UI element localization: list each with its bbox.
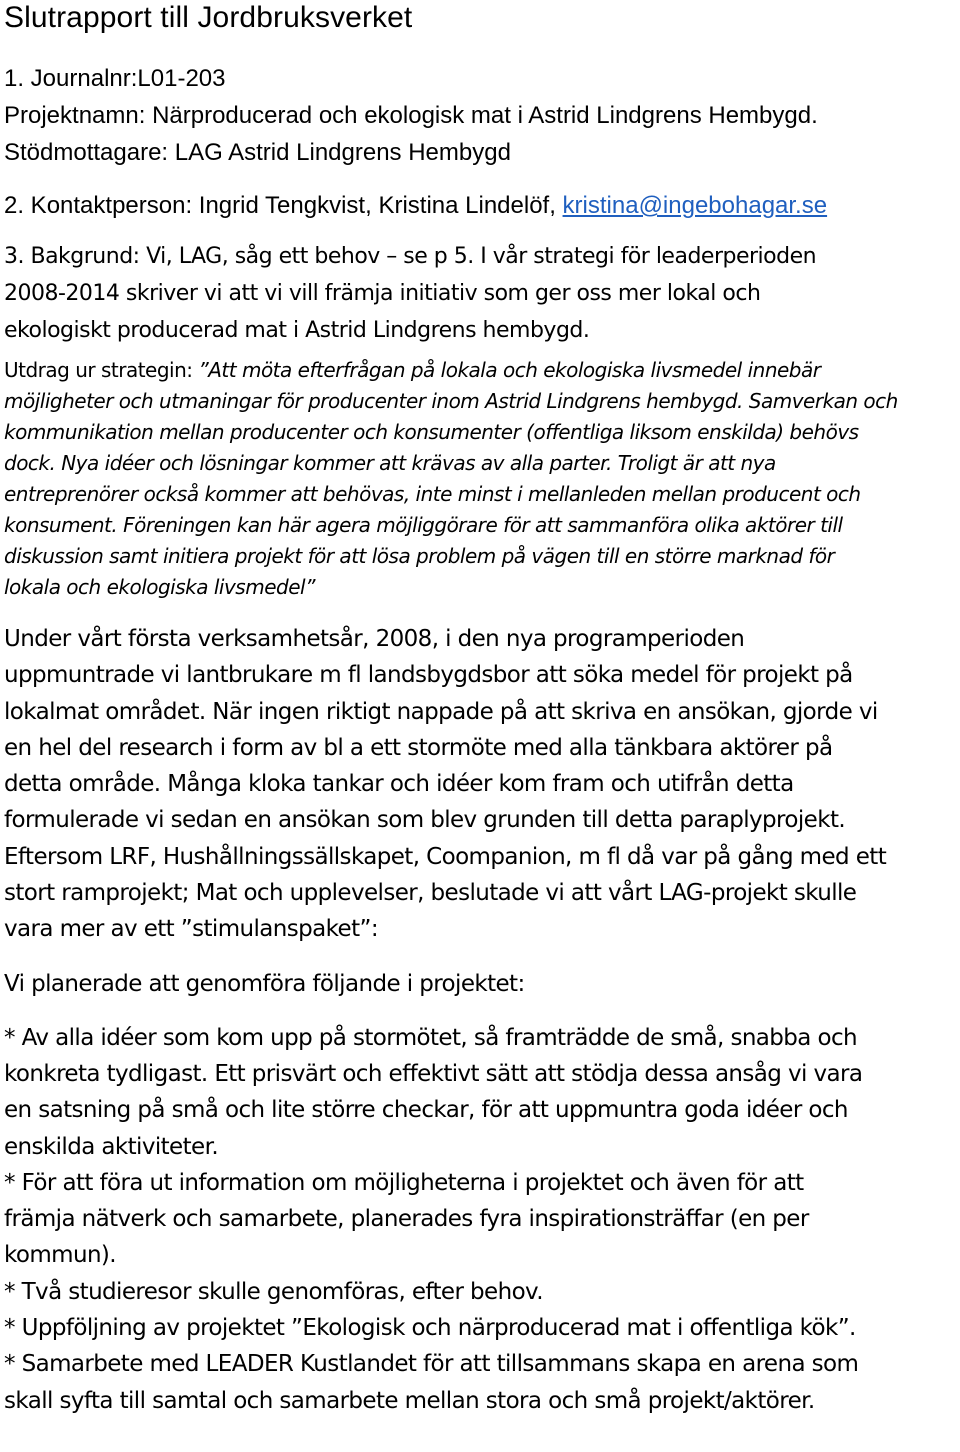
background-line: 3. Bakgrund: Vi, LAG, såg ett behov – se p 5. I vår strategi för leaderperioden	[4, 244, 817, 269]
strategy-quote-line: möjligheter och utmaningar för producenter inom Astrid Lindgrens hembygd. Samverkan och	[4, 389, 898, 413]
paragraph-line: detta område. Många kloka tankar och idéer kom fram och utifrån detta	[4, 771, 794, 798]
plan-line: * Två studieresor skulle genomföras, efter behov.	[4, 1278, 543, 1305]
contact-persons: 2. Kontaktperson: Ingrid Tengkvist, Kristina Lindelöf,	[4, 192, 563, 219]
plan-line: * Uppföljning av projektet ”Ekologisk och närproducerad mat i offentliga kök”.	[4, 1315, 856, 1342]
strategy-excerpt	[4, 355, 960, 603]
plan-line: kommun).	[4, 1242, 117, 1269]
paragraph-line: vara mer av ett ”stimulanspaket”:	[4, 916, 378, 943]
strategy-quote-line: diskussion samt initiera projekt för att lösa problem på vägen till en större marknad för	[4, 544, 835, 568]
strategy-quote-line: kommunikation mellan producenter och konsumenter (offentliga liksom enskilda) behövs	[4, 420, 859, 444]
strategy-quote-line: entreprenörer också kommer att behövas, inte minst i mellanleden mellan producent och	[4, 482, 861, 506]
document-page	[4, 0, 960, 1419]
plan-line: * För att föra ut information om möjligheterna i projektet och även för att	[4, 1169, 804, 1196]
plan-line: * Av alla idéer som kom upp på stormötet, så framträdde de små, snabba och	[4, 1024, 858, 1051]
contact-line	[4, 187, 960, 224]
first-year-paragraph	[4, 621, 960, 948]
paragraph-line: lokalmat området. När ingen riktigt nappade på att skriva en ansökan, gjorde vi	[4, 698, 878, 725]
plan-line: skall syfta till samtal och samarbete mellan stora och små projekt/aktörer.	[4, 1387, 815, 1414]
paragraph-line: Under vårt första verksamhetsår, 2008, i den nya programperioden	[4, 626, 745, 652]
plan-line: främja nätverk och samarbete, planerades fyra inspirationsträffar (en per	[4, 1206, 809, 1233]
strategy-intro: Utdrag ur strategin:	[4, 358, 199, 382]
section-2-contact	[4, 187, 960, 224]
paragraph-line: Eftersom LRF, Hushållningssällskapet, Coompanion, m fl då var på gång med ett	[4, 843, 887, 870]
strategy-line	[4, 355, 960, 386]
section-3-background	[4, 238, 960, 349]
plan-line: konkreta tydligast. Ett prisvärt och effektivt sätt att stödja dessa ansåg vi vara	[4, 1060, 863, 1087]
plan-line: en satsning på små och lite större checkar, för att uppmuntra goda idéer och	[4, 1097, 848, 1124]
paragraph-line: stort ramprojekt; Mat och upplevelser, beslutade vi att vårt LAG-projekt skulle	[4, 880, 857, 907]
strategy-quote-line: dock. Nya idéer och lösningar kommer att krävas av alla parter. Troligt är att nya	[4, 451, 776, 475]
strategy-quote-line: konsument. Föreningen kan här agera möjliggörare för att sammanföra olika aktörer till	[4, 513, 843, 537]
paragraph-line: en hel del research i form av bl a ett stormöte med alla tänkbara aktörer på	[4, 734, 833, 761]
plan-line: * Samarbete med LEADER Kustlandet för att tillsammans skapa en arena som	[4, 1351, 859, 1378]
contact-email-link[interactable]: kristina@ingebohagar.se	[562, 192, 828, 219]
paragraph-line: uppmuntrade vi lantbrukare m fl landsbygdsbor att söka medel för projekt på	[4, 662, 853, 689]
section-1	[4, 60, 960, 171]
strategy-quote-line: lokala och ekologiska livsmedel”	[4, 575, 315, 599]
document-title: Slutrapport till Jordbruksverket	[4, 1, 413, 34]
background-line: ekologiskt producerad mat i Astrid Lindgrens hembygd.	[4, 318, 590, 343]
plan-heading: Vi planerade att genomföra följande i projektet:	[4, 970, 525, 997]
recipient: Stödmottagare: LAG Astrid Lindgrens Hembygd	[4, 139, 511, 166]
background-line: 2008-2014 skriver vi att vi vill främja initiativ som ger oss mer lokal och	[4, 281, 761, 306]
strategy-quote-line: ”Att möta efterfrågan på lokala och ekologiska livsmedel innebär	[198, 358, 821, 382]
project-name: Projektnamn: Närproducerad och ekologisk mat i Astrid Lindgrens Hembygd.	[4, 102, 818, 129]
journal-number: 1. Journalnr:L01-203	[4, 65, 226, 92]
paragraph-line: formulerade vi sedan en ansökan som blev grunden till detta paraplyprojekt.	[4, 807, 846, 834]
plan-list	[4, 1020, 960, 1419]
plan-line: enskilda aktiviteter.	[4, 1133, 219, 1160]
